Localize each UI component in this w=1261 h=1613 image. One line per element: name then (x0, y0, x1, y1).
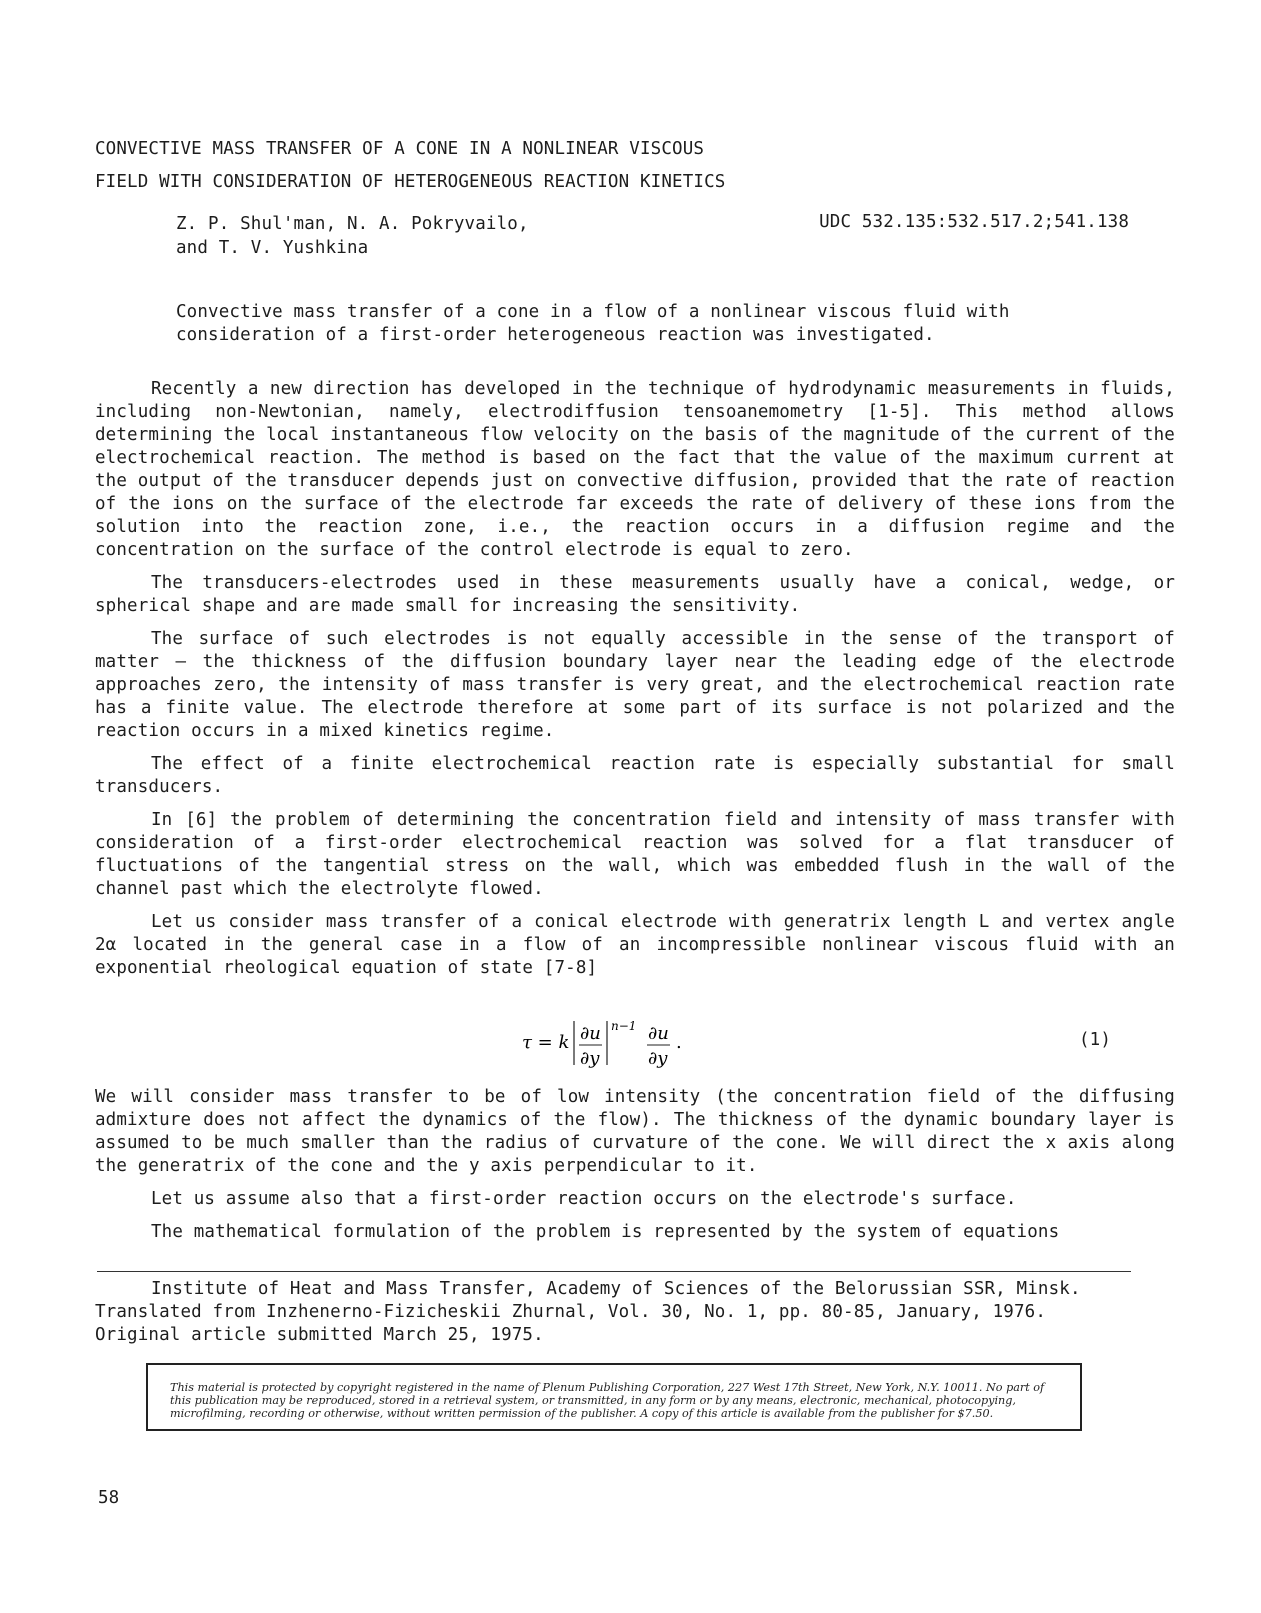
authors-line-1: Z. P. Shul'man, N. A. Pokryvailo, (176, 214, 529, 234)
authors-line-2: and T. V. Yushkina (176, 238, 369, 258)
equation-dy-2: ∂y (648, 1048, 668, 1069)
equation-exponent: n−1 (611, 1019, 637, 1033)
author-list (176, 212, 529, 260)
page-number: 58 (98, 1488, 120, 1508)
body-section-1 (95, 378, 1175, 980)
paragraph-5: In [6] the problem of determining the concentration field and intensity of mass transfer with consideration of a first-order electrochemical reaction was solved for a flat transducer of fluctuations of the tangential stress on the wall, which was embedded flush in the wall of the channel past which the electrolyte flowed. (95, 810, 1175, 899)
equation-du-1: ∂u (580, 1023, 601, 1044)
svg-text:.: . (676, 1032, 682, 1053)
udc-code: UDC 532.135:532.517.2;541.138 (819, 212, 1129, 232)
title-line-1: CONVECTIVE MASS TRANSFER OF A CONE IN A NONLINEAR VISCOUS (95, 139, 705, 159)
paragraph-8: Let us assume also that a first-order reaction occurs on the electrode's surface. (151, 1189, 1017, 1209)
copyright-box (146, 1363, 1082, 1431)
paragraph-7: We will consider mass transfer to be of low intensity (the concentration field of the diffusing admixture does not affect the dynamics of the flow). The thickness of the dynamic boundary layer is assumed to be much smaller than the radius of curvature of the cone. We will direct the x axis along the generatrix of the cone and the y axis perpendicular to it. (95, 1087, 1175, 1176)
affiliation-footnote (95, 1278, 1155, 1347)
equation-1 (522, 1018, 722, 1074)
equation-dy-1: ∂y (580, 1048, 600, 1069)
paragraph-3: The surface of such electrodes is not equally accessible in the sense of the transport of matter — the thickness of the diffusion boundary layer near the leading edge of the electrode approaches zero, the intensity of mass transfer is very great, and the electrochemical reaction rate has a finite value. The electrode therefore at some part of its surface is not polarized and the reaction occurs in a mixed kinetics regime. (95, 629, 1175, 741)
title-line-2: FIELD WITH CONSIDERATION OF HETEROGENEOUS REACTION KINETICS (95, 172, 726, 192)
paragraph-2: The transducers-electrodes used in these measurements usually have a conical, wedge, or spherical shape and are made small for increasing the sensitivity. (95, 573, 1175, 616)
abstract: Convective mass transfer of a cone in a flow of a nonlinear viscous fluid with consideration of a first-order heterogeneous reaction was investigated. (176, 302, 1010, 345)
copyright-notice: This material is protected by copyright registered in the name of Plenum Publishing Corporation, 227 West 17th Street, New York, N.Y. 10011. No part of this publication may be reproduced, stored in a retrieval system, or transmitted, in any form or by any means, electronic, mechanical, photocopying, microfilming, recording or otherwise, without written permission of the publisher. A copy of this article is available from the publisher for $7.50. (170, 1381, 1045, 1420)
equation-lhs: τ = k (522, 1032, 570, 1053)
article-title (95, 133, 995, 199)
paragraph-1: Recently a new direction has developed in the technique of hydrodynamic measurements in fluids, including non-Newtonian, namely, electrodiffusion tensoanemometry [1-5]. This method allows determining the local instantaneous flow velocity on the basis of the magnitude of the current of the electrochemical reaction. The method is based on the fact that the value of the maximum current at the output of the transducer depends just on convective diffusion, provided that the rate of reaction of the ions on the surface of the electrode far exceeds the rate of delivery of these ions from the solution into the reaction zone, i.e., the reaction occurs in a diffusion regime and the concentration on the surface of the control electrode is equal to zero. (95, 379, 1175, 560)
equation-du-2: ∂u (648, 1023, 669, 1044)
footnote-divider (97, 1271, 1131, 1272)
paragraph-4: The effect of a finite electrochemical reaction rate is especially substantial for small transducers. (95, 754, 1175, 797)
equation-number: (1) (1079, 1030, 1112, 1050)
affiliation-line-3: Original article submitted March 25, 1975. (95, 1325, 544, 1345)
paragraph-9: The mathematical formulation of the problem is represented by the system of equations (151, 1222, 1060, 1242)
body-section-2 (95, 1086, 1175, 1244)
paragraph-6: Let us consider mass transfer of a conical electrode with generatrix length L and vertex angle 2α located in the general case in a flow of an incompressible nonlinear viscous fluid with an exponential rheological equation of state [7-8] (95, 912, 1175, 978)
affiliation-line-2: Translated from Inzhenerno-Fizicheskii Zhurnal, Vol. 30, No. 1, pp. 80-85, January, 1976. (95, 1302, 1047, 1322)
affiliation-line-1: Institute of Heat and Mass Transfer, Academy of Sciences of the Belorussian SSR, Minsk. (151, 1279, 1081, 1299)
